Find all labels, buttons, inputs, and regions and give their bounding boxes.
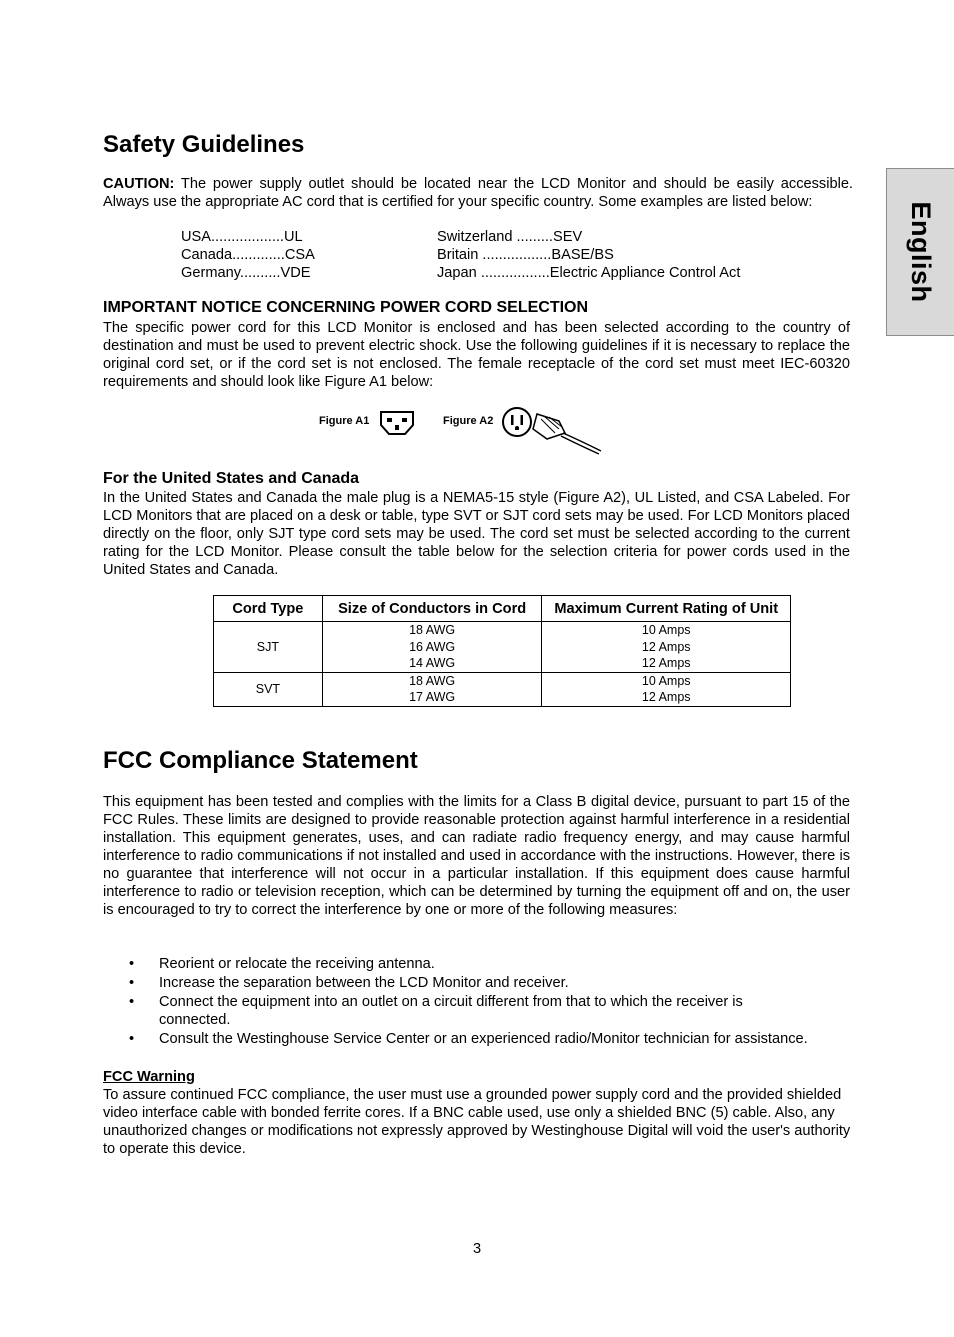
fcc-title: FCC Compliance Statement xyxy=(103,747,418,774)
current-rating: 10 Amps xyxy=(641,673,691,688)
cert-example: Germany..........VDE xyxy=(181,265,311,281)
conductor-size: 14 AWG xyxy=(409,656,456,670)
cord-type-cell: SVT xyxy=(214,672,323,706)
safety-title: Safety Guidelines xyxy=(103,131,305,158)
iec-receptacle-icon xyxy=(378,410,416,436)
caution-text: The power supply outlet should be located near the LCD Monitor and should be easily accessible. Always use the appropriate AC cord that is certified for your specific country. Some examples are listed below: xyxy=(103,176,853,210)
cert-example: Canada.............CSA xyxy=(181,247,315,263)
cert-example: Japan .................Electric Appliance Control Act xyxy=(437,265,741,281)
notice-title: IMPORTANT NOTICE CONCERNING POWER CORD SELECTION xyxy=(103,299,589,316)
list-item: • Consult the Westinghouse Service Center or an experienced radio/Monitor technician for assistance. xyxy=(103,1030,863,1048)
cert-example: Britain .................BASE/BS xyxy=(437,247,614,263)
fcc-warning-title: FCC Warning xyxy=(103,1069,195,1085)
current-rating: 12 Amps xyxy=(641,656,691,670)
current-rating: 10 Amps xyxy=(641,623,691,637)
cord-type-cell: SJT xyxy=(214,622,323,673)
conductor-size-cell xyxy=(322,622,542,673)
notice-paragraph: The specific power cord for this LCD Monitor is enclosed and has been selected according to the country of destination and must be used to prevent electric shock. Use the following guidelines if it is necessary to replace the original cord set, or if the cord set is not enclosed. The female receptacle of the cord set must meet IEC-60320 requirements and should look like Figure A1 below: xyxy=(103,320,850,390)
conductor-size: 17 AWG xyxy=(409,690,456,704)
cert-examples-left xyxy=(181,228,431,282)
table-header-row xyxy=(214,596,791,622)
conductor-size-cell xyxy=(322,672,542,706)
cert-examples-right xyxy=(437,228,837,282)
conductor-size: 18 AWG xyxy=(409,673,456,688)
caution-label: CAUTION: xyxy=(103,176,175,192)
conductor-size: 16 AWG xyxy=(409,639,456,654)
current-rating-cell xyxy=(542,622,791,673)
conductor-size: 18 AWG xyxy=(409,623,456,637)
cert-example: Switzerland .........SEV xyxy=(437,229,583,245)
table-header-cell: Maximum Current Rating of Unit xyxy=(542,596,791,622)
fcc-warning-paragraph: To assure continued FCC compliance, the user must use a grounded power supply cord and the provided shielded video interface cable with bonded ferrite cores. If a BNC cable used, use only a shielded BNC (5) cable. Also, any unauthorized changes or modifications not expressly approved by Westinghouse Digital will void the user's authority to operate this device. xyxy=(103,1087,851,1157)
table-header-cell: Size of Conductors in Cord xyxy=(322,596,542,622)
language-tab xyxy=(886,168,954,336)
table-row xyxy=(214,672,791,706)
table-header-cell: Cord Type xyxy=(214,596,323,622)
current-rating: 12 Amps xyxy=(641,690,691,704)
current-rating: 12 Amps xyxy=(641,639,691,654)
cord-table xyxy=(213,595,791,707)
list-item: • Connect the equipment into an outlet on a circuit different from that to which the receiver is connected. xyxy=(103,993,863,1029)
list-item: • Increase the separation between the LCD Monitor and receiver. xyxy=(103,974,863,992)
cert-example: USA..................UL xyxy=(181,229,303,245)
nema-plug-icon xyxy=(501,405,605,455)
language-tab-label: English xyxy=(905,201,936,303)
figure-a1-label: Figure A1 xyxy=(319,415,370,427)
page-number: 3 xyxy=(472,1241,482,1257)
fcc-measures-list xyxy=(103,955,863,1049)
us-canada-title: For the United States and Canada xyxy=(103,470,360,487)
figure-a2-label: Figure A2 xyxy=(443,415,494,427)
current-rating-cell xyxy=(542,672,791,706)
caution-paragraph xyxy=(103,175,853,211)
list-item: • Reorient or relocate the receiving antenna. xyxy=(103,955,863,973)
us-canada-paragraph: In the United States and Canada the male plug is a NEMA5-15 style (Figure A2), UL Listed, and CSA Labeled. For LCD Monitors that are placed on a desk or table, type SVT or SJT cord sets may be used. For LCD Monitors placed directly on the floor, only SJT type cord sets may be used. The cord set must be selected according to the current rating for the LCD Monitor. Please consult the table below for the selection criteria for power cords used in the United States and Canada. xyxy=(103,490,850,578)
fcc-paragraph: This equipment has been tested and complies with the limits for a Class B digital device, pursuant to part 15 of the FCC Rules. These limits are designed to provide reasonable protection against harmful interference in a residential installation. This equipment generates, uses, and can radiate radio frequency energy, and may cause harmful interference to radio communications if not installed and used in accordance with the instructions. However, there is no guarantee that interference will not occur in a particular installation. If this equipment does cause harmful interference to radio or television reception, which can be determined by turning the equipment off and on, the user is encouraged to try to correct the interference by one or more of the following measures: xyxy=(103,794,850,918)
table-row xyxy=(214,622,791,673)
